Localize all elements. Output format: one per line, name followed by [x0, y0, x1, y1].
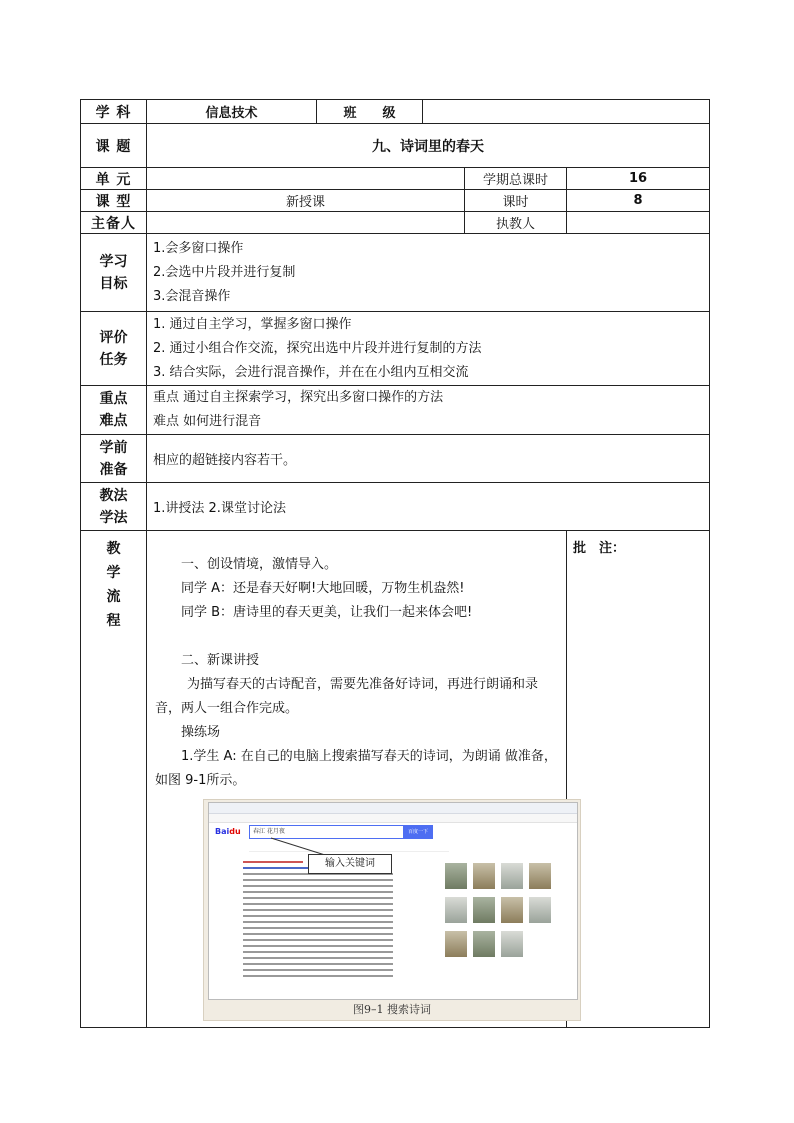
keypoints-content	[147, 386, 710, 435]
browser-bookmarks-bar	[209, 814, 577, 823]
prep-label-line-2: 准备	[99, 461, 128, 478]
goals-label-line-1: 学习	[99, 253, 128, 270]
type-label: 课 型	[81, 190, 147, 212]
methods-label	[81, 483, 147, 531]
goal-item: 2.会选中片段并进行复制	[153, 264, 296, 280]
lesson-paragraph: 为描写春天的古诗配音，需要先准备好诗词，再进行朗诵和录音，两人一组合作完成。	[155, 677, 539, 716]
topic-value: 九、诗词里的春天	[147, 124, 710, 168]
process-label-char: 教	[106, 541, 121, 557]
browser-screenshot	[208, 802, 578, 1000]
search-button: 百度一下	[403, 825, 433, 839]
subject-value: 信息技术	[147, 100, 317, 124]
keyword-callout: 输入关键词	[308, 854, 392, 874]
annotation-column: 批 注：	[567, 531, 710, 1028]
browser-address-bar	[209, 803, 577, 814]
assessment-label-line-1: 评价	[99, 329, 128, 346]
total-hours-value: 16	[567, 168, 710, 190]
unit-label: 单 元	[81, 168, 147, 190]
key-point: 重点 通过自主探索学习，探究出多窗口操作的方法	[153, 390, 444, 405]
teacher-label: 执教人	[465, 212, 567, 234]
hours-label: 课时	[465, 190, 567, 212]
methods-content: 1.讲授法 2.课堂讨论法	[147, 483, 710, 531]
dialogue-b: 同学 B：唐诗里的春天更美，让我们一起来体会吧!	[181, 605, 473, 620]
preparer-value	[147, 212, 465, 234]
section-new-lesson-heading: 二、新课讲授	[181, 653, 260, 668]
goals-label	[81, 234, 147, 312]
teacher-value	[567, 212, 710, 234]
assessment-item: 1. 通过自主学习，掌握多窗口操作	[153, 316, 352, 332]
class-value	[423, 100, 710, 124]
prep-label-line-1: 学前	[99, 439, 128, 456]
baidu-logo: Baidu	[215, 827, 241, 836]
search-box: 春江 花月夜	[249, 825, 404, 839]
practice-heading: 操练场	[181, 725, 221, 740]
difficult-point: 难点 如何进行混音	[153, 414, 262, 429]
process-content	[147, 531, 567, 1028]
goal-item: 1.会多窗口操作	[153, 240, 244, 256]
process-label-char: 学	[106, 565, 121, 581]
task-paragraph: 1.学生 A: 在自己的电脑上搜索描写春天的诗词，为朗诵 做准备，如图 9-1所示。	[155, 749, 557, 788]
figure-caption: 图9–1 搜索诗词	[353, 1003, 431, 1016]
section-intro-heading: 一、创设情境，激情导入。	[181, 557, 338, 572]
methods-label-line-1: 教法	[99, 487, 128, 504]
keypoints-label	[81, 386, 147, 435]
prep-content: 相应的超链接内容若干。	[147, 435, 710, 483]
lesson-plan-table	[80, 99, 710, 1028]
search-screenshot-figure	[203, 799, 581, 1021]
topic-label: 课 题	[81, 124, 147, 168]
unit-value	[147, 168, 465, 190]
goals-label-line-2: 目标	[99, 275, 128, 292]
methods-label-line-2: 学法	[99, 509, 128, 526]
keypoints-label-line-2: 难点	[99, 413, 128, 429]
poem-result-column	[243, 857, 393, 997]
assessment-label	[81, 312, 147, 386]
goal-item: 3.会混音操作	[153, 288, 231, 304]
prep-label	[81, 435, 147, 483]
process-label-char: 程	[106, 613, 121, 629]
process-label-char: 流	[106, 589, 121, 605]
subject-label: 学 科	[81, 100, 147, 124]
dialogue-a: 同学 A：还是春天好啊!大地回暖，万物生机盎然!	[181, 581, 465, 596]
total-hours-label: 学期总课时	[465, 168, 567, 190]
keypoints-label-line-1: 重点	[99, 391, 128, 407]
assessment-item: 3. 结合实际，会进行混音操作，并在在小组内互相交流	[153, 364, 469, 380]
process-label	[81, 531, 147, 1028]
hours-value: 8	[567, 190, 710, 212]
class-label: 班 级	[317, 100, 423, 124]
goals-content	[147, 234, 710, 312]
assessment-item: 2. 通过小组合作交流，探究出选中片段并进行复制的方法	[153, 340, 482, 356]
assessment-label-line-2: 任务	[99, 351, 128, 368]
related-images-panel	[445, 863, 565, 993]
type-value: 新授课	[147, 190, 465, 212]
assessment-content	[147, 312, 710, 386]
preparer-label: 主备人	[81, 212, 147, 234]
